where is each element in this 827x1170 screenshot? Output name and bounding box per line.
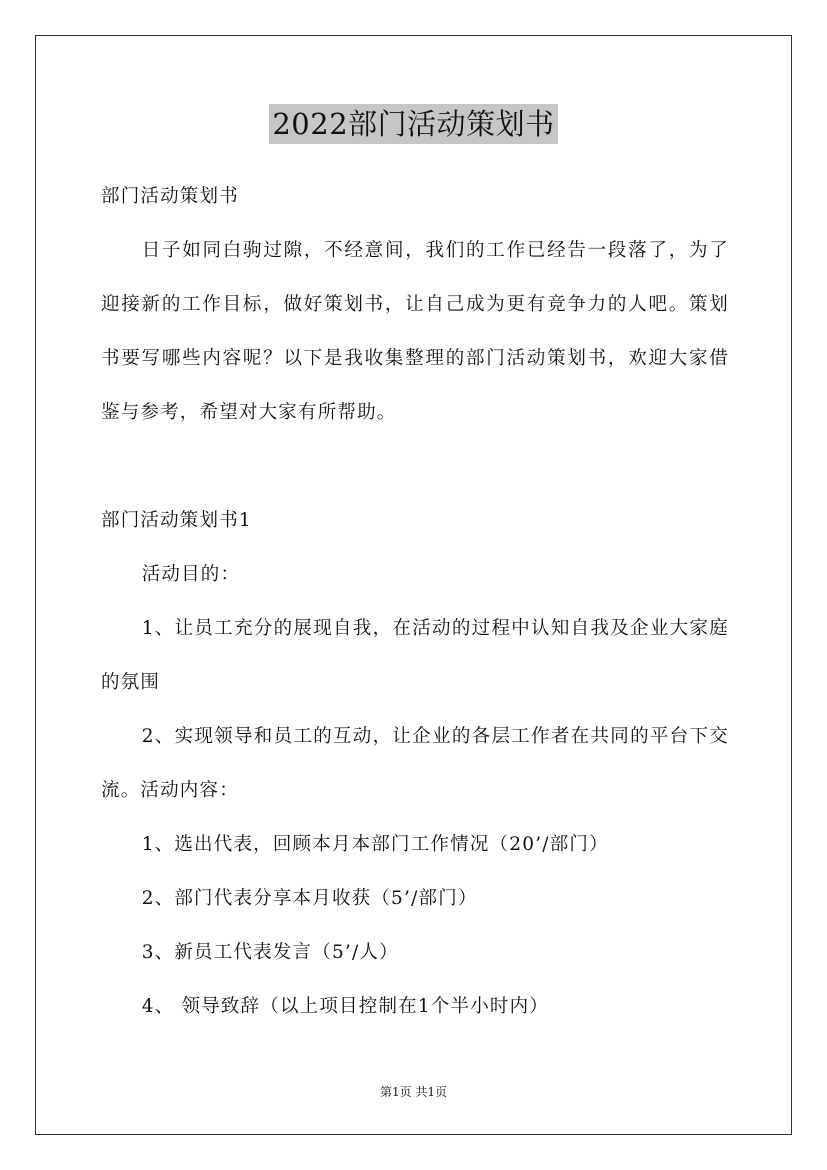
document-title-text: 2022部门活动策划书	[269, 104, 557, 144]
document-title	[0, 104, 827, 144]
section-heading: 部门活动策划书1	[101, 510, 252, 531]
content-item: 2、部门代表分享本月收获（5’/部门）	[141, 888, 478, 909]
content-item: 4、 领导致辞（以上项目控制在1个半小时内）	[141, 996, 550, 1017]
content-item: 1、选出代表，回顾本月本部门工作情况（20’/部门）	[141, 834, 609, 855]
blank-line	[101, 440, 729, 494]
page-number: 第1页 共1页	[379, 1085, 448, 1099]
page-footer	[0, 1083, 827, 1100]
document-subtitle: 部门活动策划书	[101, 186, 239, 207]
document-body	[101, 170, 729, 1034]
purpose-heading: 活动目的：	[141, 564, 241, 585]
content-item: 3、新员工代表发言（5’/人）	[141, 942, 399, 963]
intro-paragraph: 日子如同白驹过隙，不经意间，我们的工作已经告一段落了，为了迎接新的工作目标，做好策划书，让自己成为更有竞争力的人吧。策划书要写哪些内容呢？以下是我收集整理的部门活动策划书，欢迎大家借鉴与参考，希望对大家有所帮助。	[101, 240, 729, 423]
purpose-item: 1、让员工充分的展现自我，在活动的过程中认知自我及企业大家庭的氛围	[101, 618, 729, 693]
purpose-item: 2、实现领导和员工的互动，让企业的各层工作者在共同的平台下交流。活动内容：	[101, 726, 729, 801]
